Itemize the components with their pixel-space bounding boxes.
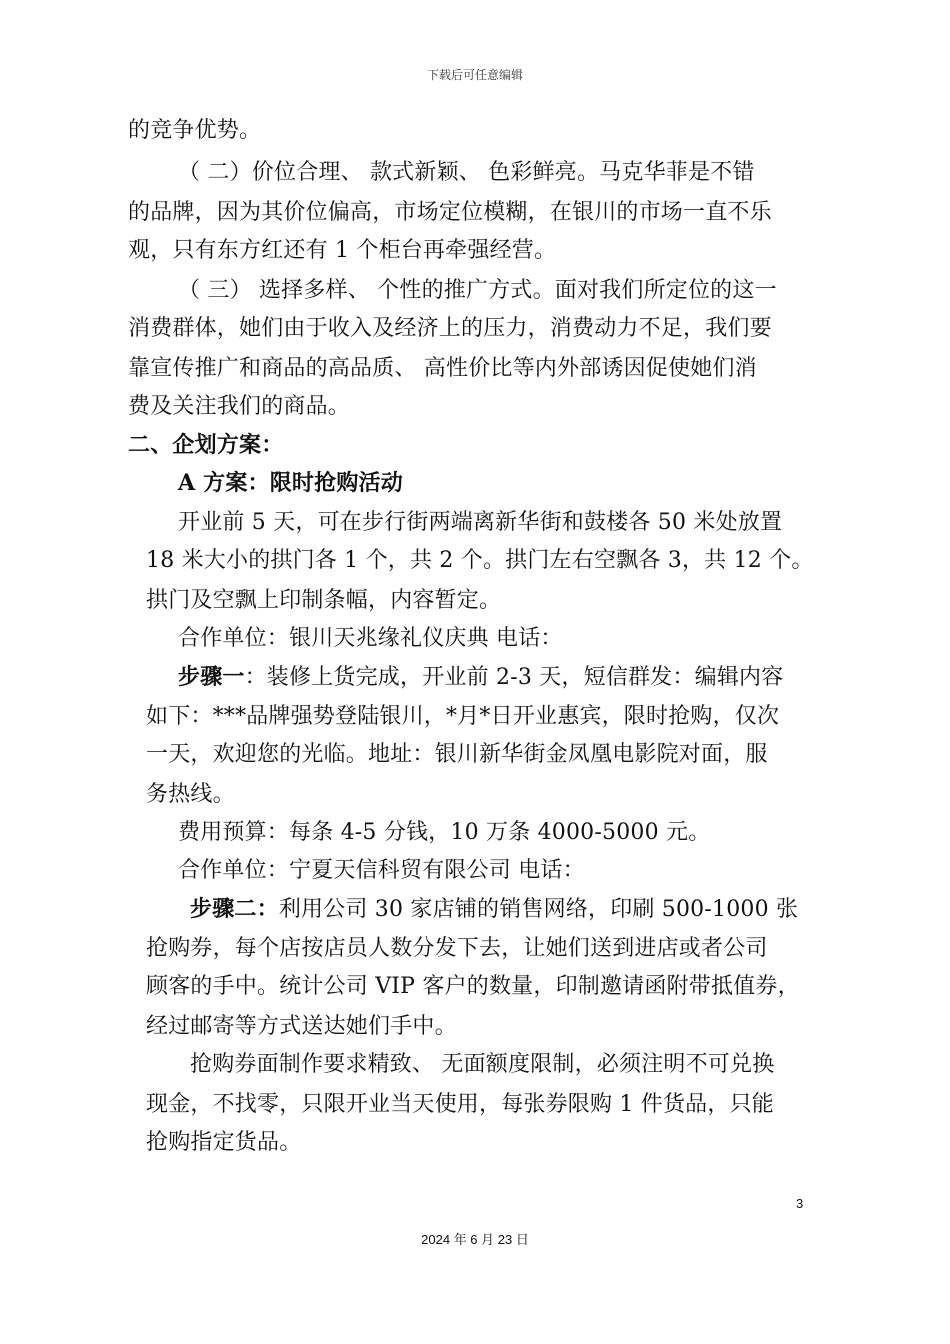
paragraph-line: 务热线。 bbox=[146, 782, 235, 807]
paragraph-line: 开业前 5 天，可在步行街两端离新华街和鼓楼各 50 米处放置 bbox=[178, 510, 783, 535]
paragraph-line: （ 二）价位合理、 款式新颖、 色彩鲜亮。马克华菲是不错 bbox=[178, 160, 755, 185]
page-header: 下载后可任意编辑 bbox=[426, 68, 523, 82]
paragraph-line: （ 三） 选择多样、 个性的推广方式。面对我们所定位的这一 bbox=[178, 278, 777, 303]
paragraph-line: 合作单位：银川天兆缘礼仪庆典 电话： bbox=[178, 626, 563, 651]
paragraph-line: 顾客的手中。统计公司 VIP 客户的数量，印制邀请函附带抵值券， bbox=[146, 974, 800, 999]
step-one-line bbox=[178, 662, 783, 693]
paragraph-line: 抢购券，每个店按店员人数分发下去，让她们送到进店或者公司 bbox=[146, 936, 768, 961]
paragraph-line: 如下：***品牌强势登陆银川，*月*日开业惠宾，限时抢购，仅次 bbox=[146, 704, 780, 729]
step-one-text: ：装修上货完成，开业前 2-3 天，短信群发：编辑内容 bbox=[244, 665, 784, 690]
paragraph-line: 抢购券面制作要求精致、 无面额度限制，必须注明不可兑换 bbox=[190, 1052, 775, 1077]
paragraph-line: 经过邮寄等方式送达她们手中。 bbox=[146, 1014, 457, 1039]
paragraph-line: 观，只有东方红还有 1 个柜台再牵强经营。 bbox=[128, 238, 557, 263]
page-number: 3 bbox=[796, 1196, 804, 1211]
paragraph-line: 一天，欢迎您的光临。地址：银川新华街金凤凰电影院对面，服 bbox=[146, 742, 768, 767]
step-one-label: 步骤一 bbox=[178, 664, 245, 690]
paragraph-line: 的竞争优势。 bbox=[128, 118, 262, 143]
section-heading: 二、企划方案： bbox=[128, 432, 284, 458]
subsection-heading: A 方案：限时抢购活动 bbox=[178, 470, 403, 496]
paragraph-line: 现金，不找零，只限开业当天使用，每张券限购 1 件货品，只能 bbox=[146, 1092, 774, 1117]
step-two-text: 利用公司 30 家店铺的销售网络，印刷 500-1000 张 bbox=[278, 897, 799, 922]
paragraph-line: 费及关注我们的商品。 bbox=[128, 394, 351, 419]
paragraph-line: 靠宣传推广和商品的高品质、 高性价比等内外部诱因促使她们消 bbox=[128, 356, 757, 381]
paragraph-line: 拱门及空飘上印制条幅，内容暂定。 bbox=[146, 588, 502, 613]
step-two-line bbox=[190, 894, 798, 925]
step-two-label: 步骤二： bbox=[190, 896, 279, 922]
footer-date: 2024 年 6 月 23 日 bbox=[421, 1232, 529, 1247]
paragraph-line: 的品牌，因为其价位偏高，市场定位模糊，在银川的市场一直不乐 bbox=[128, 200, 772, 225]
paragraph-line: 18 米大小的拱门各 1 个，共 2 个。拱门左右空飘各 3，共 12 个。 bbox=[146, 548, 814, 573]
paragraph-line: 合作单位：宁夏天信科贸有限公司 电话： bbox=[178, 858, 585, 883]
paragraph-line: 消费群体，她们由于收入及经济上的压力，消费动力不足，我们要 bbox=[128, 316, 772, 341]
paragraph-line: 费用预算：每条 4-5 分钱，10 万条 4000-5000 元。 bbox=[178, 820, 711, 845]
paragraph-line: 抢购指定货品。 bbox=[146, 1130, 302, 1155]
